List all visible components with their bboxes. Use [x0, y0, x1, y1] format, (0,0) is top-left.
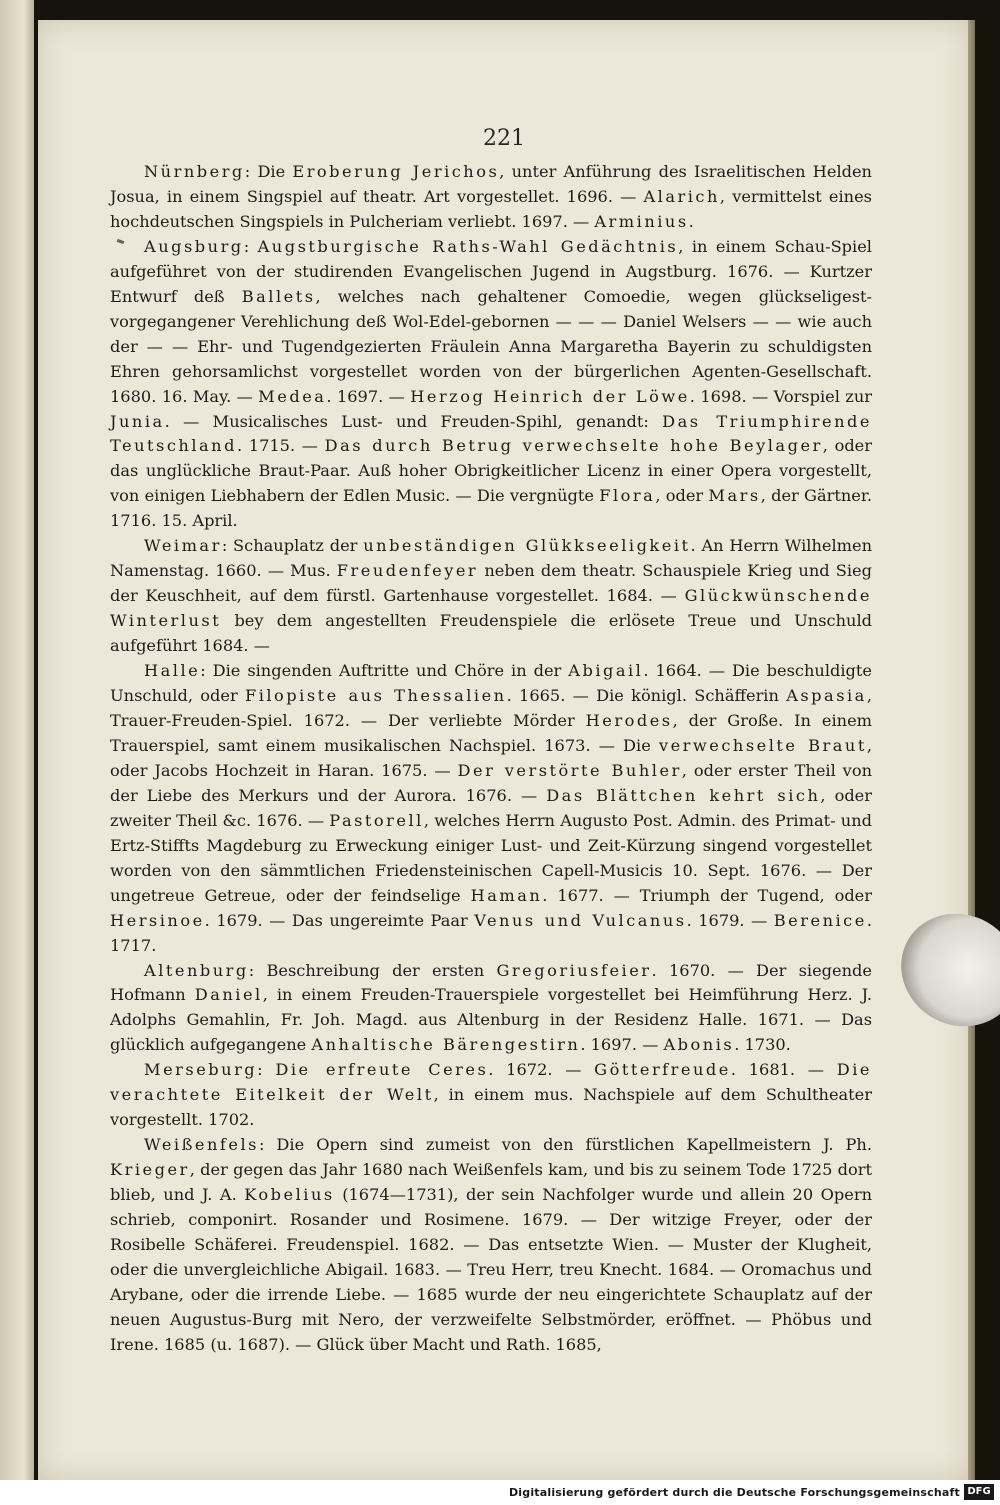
spaced-title: Pastorell: [329, 810, 424, 830]
spaced-title: Abigail: [568, 661, 644, 681]
text-run: . 1679. —: [686, 910, 774, 930]
text-run: . 1717.: [110, 910, 872, 955]
text-run: , oder zweiter Theil &c. 1676. —: [110, 785, 873, 830]
page-edge: [968, 20, 975, 1480]
text-run: , in einem Freuden-Trauerspiele vorgestellet bei Heimführung Herz. J. Adolphs Gemahlin, Fr. Joh. Magd. aus Altenburg in der Residenz Halle. 1671. — Das glücklich aufgegangene: [110, 985, 872, 1055]
text-run: :: [243, 236, 258, 256]
spaced-title: Halle: [144, 661, 201, 681]
spaced-title: Kobelius: [244, 1185, 335, 1205]
text-run: : Die Opern sind zumeist von den fürstlichen Kapellmeistern J. Ph.: [258, 1135, 872, 1155]
text-run: . 1697. —: [326, 386, 411, 406]
spaced-title: Augstburgische Raths-Wahl Gedächtnis: [257, 236, 679, 256]
text-run: , oder erster Theil von der Liebe des Merkurs und der Aurora. 1676. —: [110, 760, 872, 805]
paragraph: [110, 659, 872, 958]
spaced-title: Das Triumphirende Teutschland: [110, 411, 872, 456]
spaced-title: Gregoriusfeier: [496, 960, 652, 980]
paragraph: [110, 235, 872, 534]
text-run: : Die singenden Auftritte und Chöre in der: [200, 661, 569, 681]
text-run: . 1730.: [734, 1035, 791, 1055]
text-run: , welches nach gehaltener Comoedie, wegen glückseligest-vorgegangener Verehlichung deß Wol-Edel-gebornen — — — Daniel Welsers — — wie auch der — — Ehr- und Tugendgezierten Fräulein Anna Margaretha Bayerin zu schuldigsten Ehren gehorsamlichst vorgestellet worden von der bürgerlichen Agenten-Gesellschaft. 1680. 16. May. —: [110, 286, 873, 406]
text-run: . An Herrn Wilhelmen Namenstag. 1660. — Mus.: [110, 536, 873, 581]
text-run: . 1697. —: [580, 1035, 664, 1055]
text-run: . 1672. —: [488, 1060, 595, 1080]
spaced-title: Der verstörte Buhler: [457, 760, 682, 780]
text-run: , der Gärtner. 1716. 15. April.: [110, 486, 872, 531]
text-run: : Die: [244, 162, 293, 181]
spaced-title: Herzog Heinrich der Löwe: [410, 386, 690, 406]
spaced-title: Altenburg: [144, 960, 249, 980]
spaced-title: Haman: [470, 885, 543, 905]
spaced-title: Glückwünschende Winterlust: [110, 586, 872, 631]
text-run: . 1665. — Die königl. Schäfferin: [506, 686, 787, 706]
text-run: , oder: [655, 486, 709, 506]
spaced-title: verwechselte Braut: [658, 735, 867, 755]
spaced-title: Alarich: [643, 186, 720, 206]
spaced-title: Ballets: [241, 286, 316, 306]
text-run: . 1670. — Der siegende Hofmann: [110, 960, 872, 1005]
spaced-title: Junia: [110, 411, 165, 431]
left-page-edge: [0, 0, 34, 1480]
spaced-title: Die verachtete Eitelkeit der Welt: [110, 1060, 872, 1105]
text-run: , welches Herrn Augusto Post. Admin. des Primat- und Ertz-Stiffts Magdeburg zu Erweckung einiger Lust- und Zeit-Kürzung singend vorgestellet worden von den sämmtlichen Friedensteinischen Capell-Musicis 10. Sept. 1676. — Der ungetreue Getreue, oder der feindselige: [110, 810, 872, 905]
text-run: . 1698. — Vorspiel zur: [689, 386, 872, 406]
spaced-title: Berenice: [773, 910, 867, 930]
spaced-title: Weimar: [144, 536, 222, 556]
text-run: , in einem mus. Nachspiele auf dem Schultheater vorgestellt. 1702.: [110, 1085, 873, 1130]
body-text: [110, 160, 872, 1358]
spaced-title: Abonis: [663, 1035, 735, 1055]
spaced-title: Anhaltische Bärengestirn: [311, 1035, 581, 1055]
spaced-title: Medea: [258, 386, 327, 406]
spaced-title: Das durch Betrug verwechselte hohe Beylager: [324, 436, 823, 456]
paragraph: [110, 534, 872, 659]
text-run: , der gegen das Jahr 1680 nach Weißenfels kam, und bis zu seinem Tode 1725 dort blieb, und J. A.: [110, 1160, 872, 1205]
spaced-title: Merseburg: [144, 1060, 258, 1080]
spaced-title: Aspasia: [786, 686, 867, 706]
spaced-title: Krieger: [110, 1160, 190, 1180]
text-run: , oder Jacobs Hochzeit in Haran. 1675. —: [110, 735, 872, 780]
digitization-credit: Digitalisierung gefördert durch die Deutsche Forschungsgemeinschaft: [508, 1486, 960, 1499]
paragraph: [110, 1058, 872, 1133]
spaced-title: unbeständigen Glükkseeligkeit: [363, 536, 691, 556]
text-run: (1674—1731), der sein Nachfolger wurde und allein 20 Opern schrieb, componirt. Rosander und Rosimene. 1679. — Der witzige Freyer, oder der Rosibelle Schäferei. Freudenspiel. 1682. — Das entsetzte Wien. — Muster der Klugheit, oder die unvergleichliche Abigail. 1683. — Treu Herr, treu Knecht. 1684. — Oromachus und Arybane, oder die irrende Liebe. — 1685 wurde der neu eingerichtete Schauplatz auf der neuen Augustus-Burg mit Nero, der verzweifelte Selbstmörder, eröffnet. — Phöbus und Irene. 1685 (u. 1687). — Glück über Macht und Rath. 1685,: [110, 1185, 872, 1354]
spaced-title: Daniel: [194, 985, 263, 1005]
text-run: , in einem Schau-Spiel aufgeführet von der studirenden Evangelischen Jugend in Augstburg. 1676. — Kurtzer Entwurf deß: [110, 236, 872, 306]
spaced-title: Venus und Vulcanus: [474, 910, 687, 930]
text-run: :: [257, 1060, 276, 1080]
spaced-title: Eroberung Jerichos: [292, 162, 500, 181]
spaced-title: Herodes: [585, 710, 673, 730]
paragraph: [110, 160, 872, 235]
spaced-title: Augsburg: [144, 236, 244, 256]
spaced-title: Weißenfels: [144, 1135, 259, 1155]
text-run: , oder das unglückliche Braut-Paar. Auß hoher Obrigkeitlicher Licenz in einer Opera vorgestellt, von einigen Liebhabern der Edlen Music. — Die vergnügte: [110, 436, 872, 506]
text-run: neben dem theatr. Schauspiele Krieg und Sieg der Keuschheit, auf dem fürstl. Gartenhause vorgestellet. 1684. —: [110, 561, 872, 606]
text-run: , vermittelst eines hochdeutschen Singspiels in Pulcheriam verliebt. 1697. —: [110, 186, 872, 231]
text-run: : Beschreibung der ersten: [248, 960, 497, 980]
paragraph: [110, 959, 872, 1059]
spaced-title: Hersinoe: [110, 910, 205, 930]
page-number: 221: [483, 126, 525, 151]
text-run: .: [688, 211, 694, 231]
spaced-title: Filopiste aus Thessalien: [244, 686, 507, 706]
spaced-title: Arminius: [594, 211, 689, 231]
text-run: . 1664. — Die beschuldigte Unschuld, oder: [110, 661, 872, 706]
text-run: . 1679. — Das ungereimte Paar: [204, 910, 475, 930]
spaced-title: Mars: [708, 486, 761, 506]
spaced-title: Das Blättchen kehrt sich: [546, 785, 821, 805]
paragraph: [110, 1133, 872, 1358]
text-run: , unter Anführung des Israelitischen Helden Josua, in einem Singspiel auf theatr. Art vorgestellet. 1696. —: [110, 162, 872, 206]
spaced-title: Die erfreute Ceres: [275, 1060, 489, 1080]
spaced-title: Nürnberg: [144, 162, 245, 181]
spaced-title: Freudenfeyer: [336, 561, 479, 581]
text-run: . 1715. —: [236, 436, 325, 456]
text-run: , der Große. In einem Trauerspiel, samt einem musikalischen Nachspiel. 1673. — Die: [110, 710, 872, 755]
text-run: . — Musicalisches Lust- und Freuden-Spihl, genandt:: [164, 411, 663, 431]
text-run: . 1677. — Triumph der Tugend, oder: [542, 885, 872, 905]
dfg-logo: DFG: [964, 1484, 994, 1500]
text-run: : Schauplatz der: [221, 536, 364, 556]
spaced-title: Götterfreude: [594, 1060, 731, 1080]
text-run: , Trauer-Freuden-Spiel. 1672. — Der verliebte Mörder: [110, 686, 872, 730]
text-run: bey dem angestellten Freudenspiele die erlösete Treue und Unschuld aufgeführt 1684. —: [110, 611, 872, 656]
spaced-title: Flora: [599, 486, 656, 506]
text-run: . 1681. —: [730, 1060, 837, 1080]
